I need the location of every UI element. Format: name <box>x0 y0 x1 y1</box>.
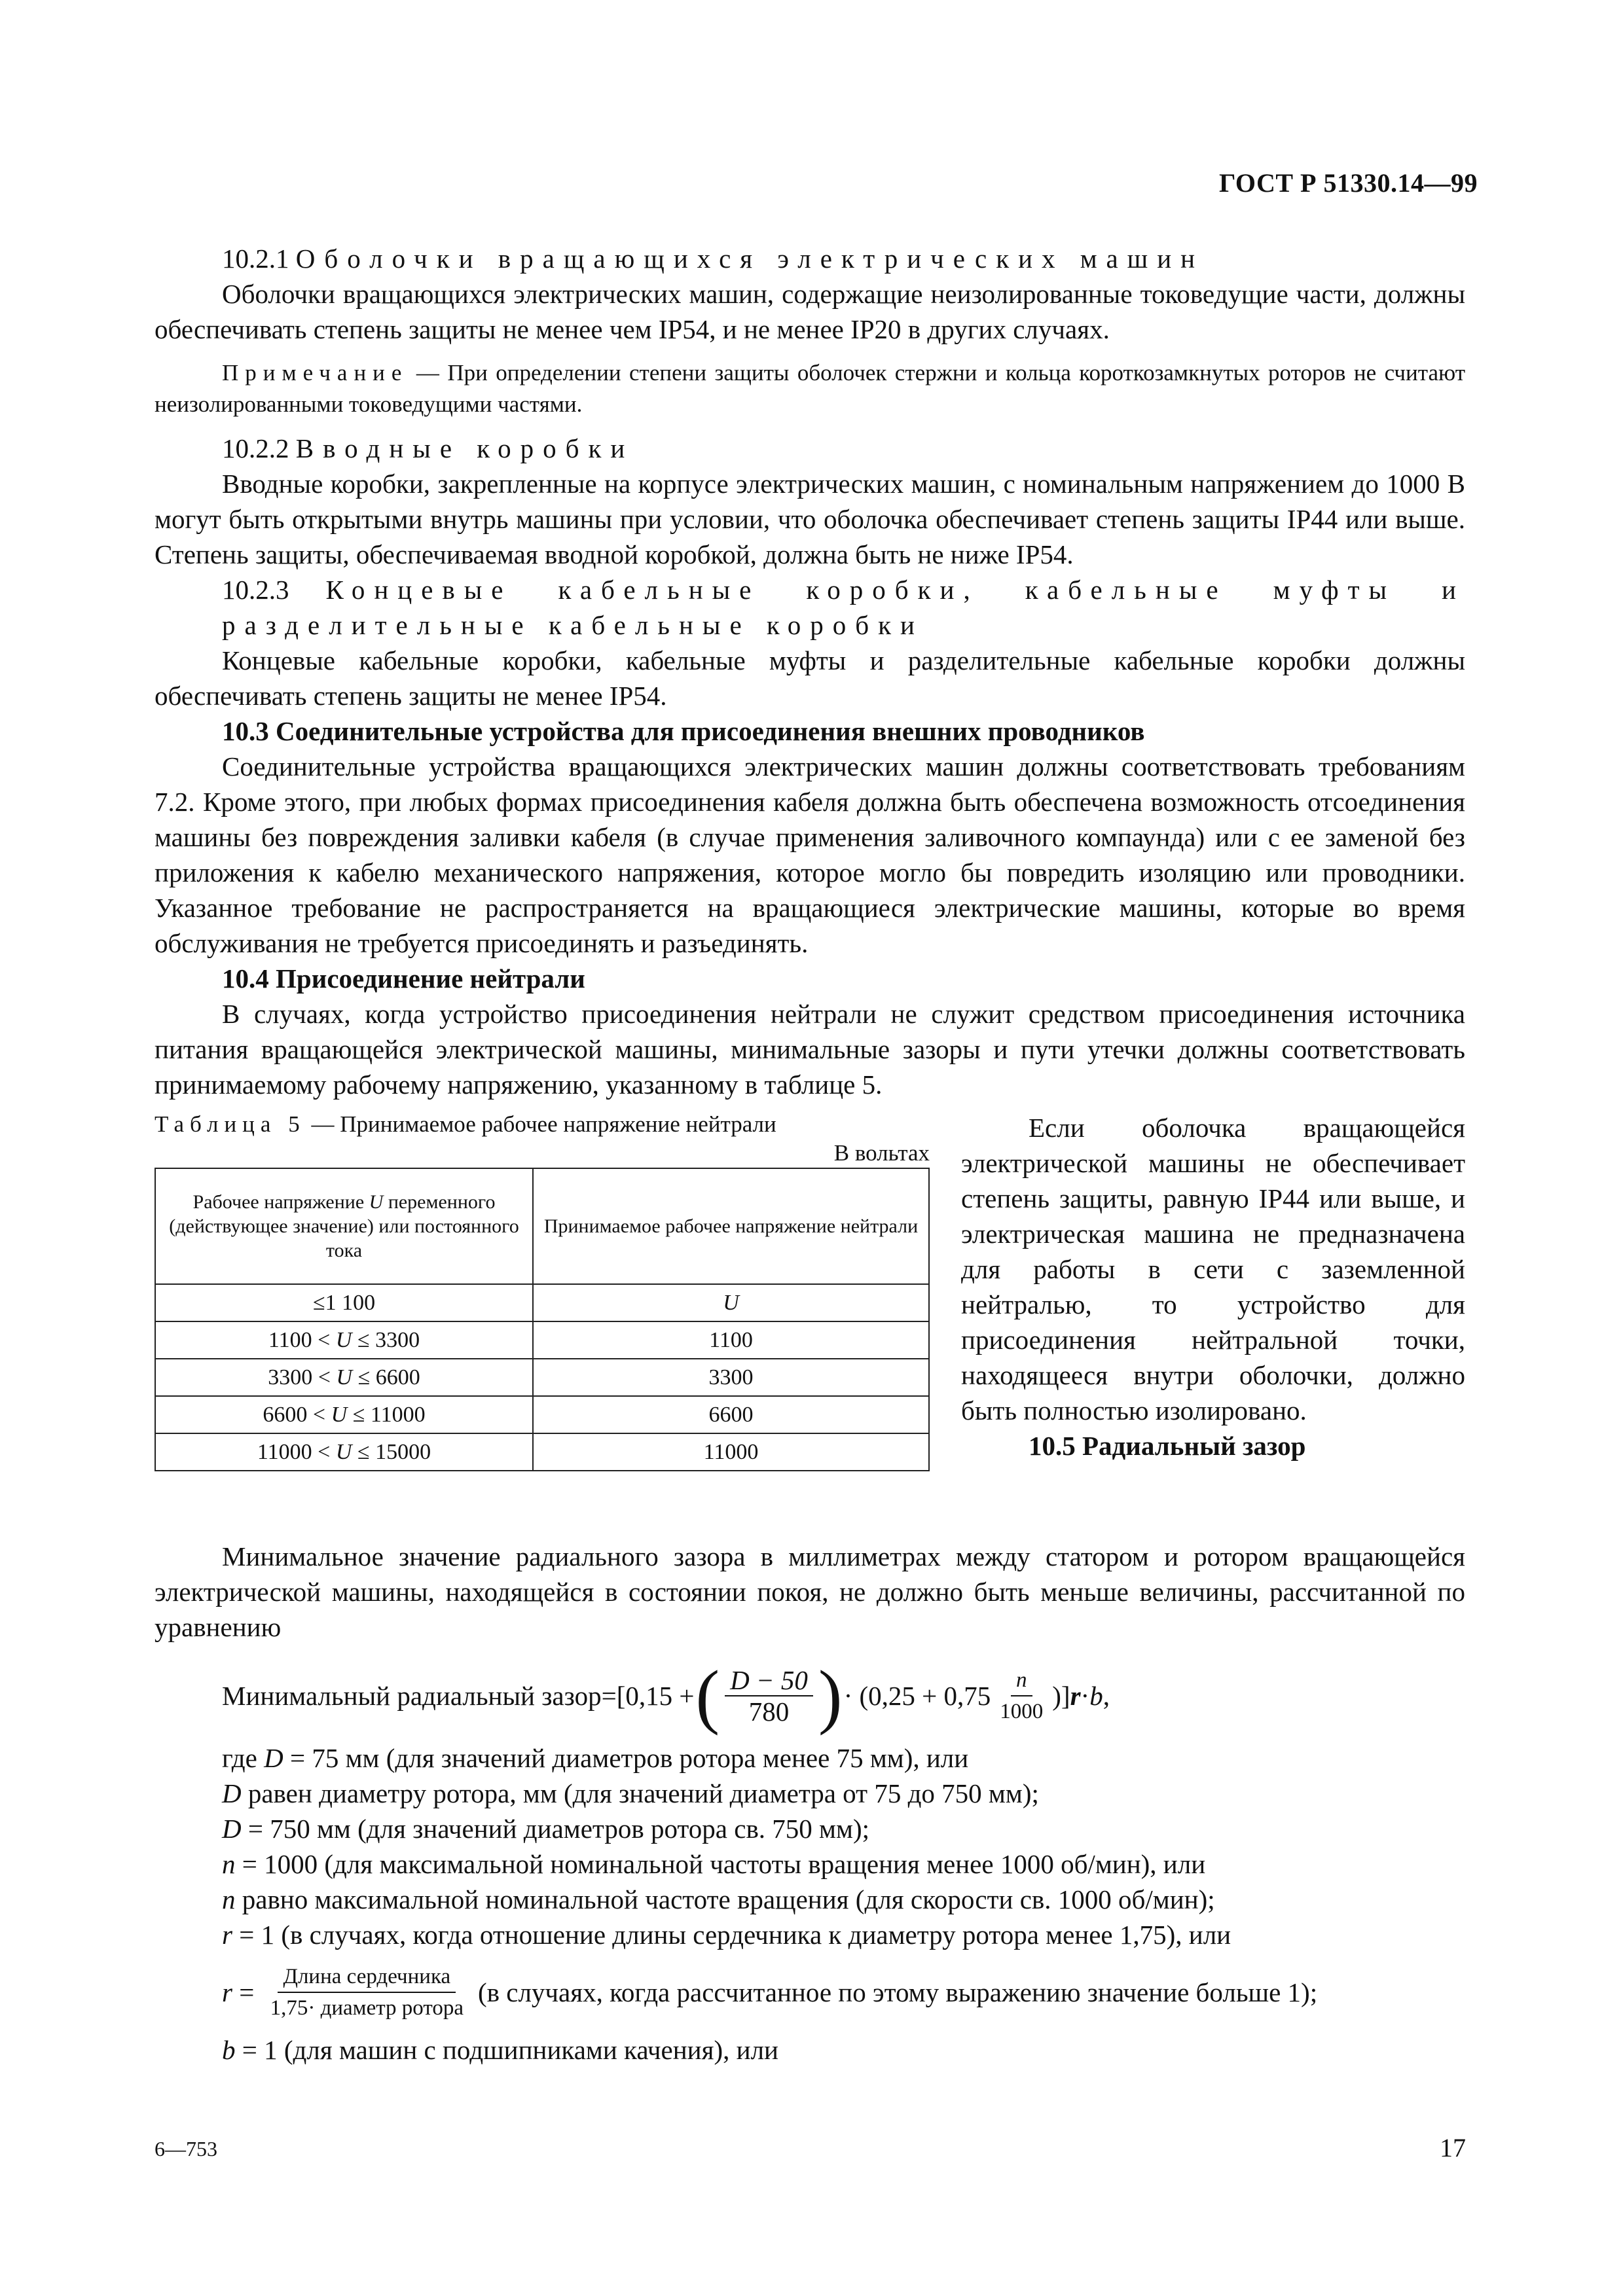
side-paragraph: Если оболочка вращающейся электрической машины не обеспечивает степень защиты, равную IP44 или выше, и электрическая машина не предназначена для работы в сети с заземленной нейтралью, то устройство для присоединения нейтральной точки, находящееся внутри оболочки, должно быть полностью изолировано. <box>961 1113 1465 1426</box>
definition-line: где D = 75 мм (для значений диаметров ротора менее 75 мм), или <box>222 1743 969 1773</box>
table-5-block <box>155 1110 930 1471</box>
table-header-neutral: Принимаемое рабочее напряжение нейтрали <box>533 1168 929 1284</box>
fraction-n: $\frac{n}{1000}$ <box>994 1665 1048 1727</box>
r-ratio-formula: r = $\frac{\text{Длина сердечника}}{\text{1,75· диаметр ротора}}$ (в случаях, когда рассчитанное по этому выражению значение больше 1); <box>155 1962 1465 2023</box>
page-number: 17 <box>1440 2133 1466 2162</box>
table-cell-voltage: ≤1 100 <box>155 1284 533 1321</box>
note: Примечание — При определении степени защиты оболочек стержни и кольца короткозамкнутых роторов не считают неизолированными токоведущими частями. <box>155 360 1465 417</box>
definition-line: n равно максимальной номинальной частоте вращения (для скорости св. 1000 об/мин); <box>222 1884 1215 1914</box>
section-10-2-3-heading: 10.2.3 Концевые кабельные коробки, кабельные муфты и разделительные кабельные коробки <box>222 575 1465 640</box>
section-10-2-2-heading: 10.2.2 Вводные коробки <box>222 433 634 463</box>
table-cell-voltage: 6600 < U ≤ 11000 <box>155 1396 533 1433</box>
section-10-5-heading: 10.5 Радиальный зазор <box>1029 1431 1306 1461</box>
document-body <box>155 241 1465 2068</box>
table-header-voltage: Рабочее напряжение U переменного (действующее значение) или постоянного тока <box>155 1168 533 1284</box>
radial-gap-formula: Минимальный радиальный зазор =[0,15 + ( $\frac{D - 50}{780}$ ) · (0,25 + 0,75 $\frac{n}{1000}$ )] r · b , <box>222 1656 1110 1736</box>
document-header: ГОСТ Р 51330.14—99 <box>1218 168 1478 198</box>
table-row <box>155 1433 929 1471</box>
table-cell-voltage: 11000 < U ≤ 15000 <box>155 1433 533 1471</box>
last-definition: b = 1 (для машин с подшипниками качения), или <box>222 2035 778 2065</box>
section-10-2-1-heading: 10.2.1 Оболочки вращающихся электрических машин <box>222 243 1205 274</box>
table-header-row <box>155 1168 929 1284</box>
footer-sheet-code: 6—753 <box>155 2137 217 2161</box>
section-10-5-text: Минимальное значение радиального зазора в миллиметрах между статором и ротором вращающейся электрической машины, находящейся в состоянии покоя, не должно быть меньше величины, рассчитанной по уравнению <box>155 1541 1465 1642</box>
table-unit: В вольтах <box>833 1140 930 1166</box>
fraction-d: $\frac{D - 50}{780}$ <box>725 1665 813 1727</box>
definitions-list <box>155 1740 1465 1952</box>
table-cell-neutral: 6600 <box>533 1396 929 1433</box>
definition-line: D = 750 мм (для значений диаметров ротора св. 750 мм); <box>222 1814 869 1844</box>
section-10-2-1-text: Оболочки вращающихся электрических машин, содержащие неизолированные токоведущие части, должны обеспечивать степень защиты не менее чем IP54, и не менее IP20 в других случаях. <box>155 279 1465 344</box>
section-10-2-3-text: Концевые кабельные коробки, кабельные муфты и разделительные кабельные коробки должны обеспечивать степень защиты не менее IP54. <box>155 645 1465 711</box>
table-row <box>155 1284 929 1321</box>
table-row <box>155 1359 929 1396</box>
definition-line: D равен диаметру ротора, мм (для значений диаметра от 75 до 750 мм); <box>222 1778 1039 1808</box>
table-cell-neutral: 11000 <box>533 1433 929 1471</box>
section-10-4-text: В случаях, когда устройство присоединения нейтрали не служит средством присоединения источника питания вращающейся электрической машины, минимальные зазоры и пути утечки должны соответствовать принимаемому рабочему напряжению, указанному в таблице 5. <box>155 999 1465 1100</box>
section-10-3-heading: 10.3 Соединительные устройства для присоединения внешних проводников <box>222 716 1145 746</box>
table-cell-neutral: U <box>533 1284 929 1321</box>
table-cell-neutral: 1100 <box>533 1321 929 1359</box>
table-cell-voltage: 3300 < U ≤ 6600 <box>155 1359 533 1396</box>
table-cell-neutral: 3300 <box>533 1359 929 1396</box>
table-row <box>155 1321 929 1359</box>
definition-line: n = 1000 (для максимальной номинальной частоты вращения менее 1000 об/мин), или <box>222 1849 1206 1879</box>
section-10-2-2-text: Вводные коробки, закрепленные на корпусе электрических машин, с номинальным напряжением до 1000 В могут быть открытыми внутрь машины при условии, что оболочка обеспечивает степень защиты IP44 или выше. Степень защиты, обеспечиваемая вводной коробкой, должна быть не ниже IP54. <box>155 469 1465 569</box>
table-5 <box>155 1168 930 1471</box>
definition-line: r = 1 (в случаях, когда отношение длины сердечника к диаметру ротора менее 1,75), или <box>222 1920 1231 1950</box>
side-column <box>961 1110 1465 1463</box>
table-cell-voltage: 1100 < U ≤ 3300 <box>155 1321 533 1359</box>
fraction-core-length: $\frac{\text{Длина сердечника}}{\text{1,75· диаметр ротора}}$ <box>265 1962 469 2023</box>
table-and-side-text <box>155 1110 1465 1539</box>
section-10-3-text: Соединительные устройства вращающихся электрических машин должны соответствовать требованиям 7.2. Кроме этого, при любых формах присоединения кабеля должна быть обеспечена возможность отсоединения машины без повреждения заливки кабеля (в случае применения заливочного компаунда) или с ее заменой без приложения к кабелю механического напряжения, которое могло бы повредить изоляцию или проводники. Указанное требование не распространяется на вращающиеся электрические машины, которые во время обслуживания не требуется присоединять и разъединять. <box>155 751 1465 958</box>
open-paren: ( <box>695 1656 720 1736</box>
section-10-4-heading: 10.4 Присоединение нейтрали <box>222 963 585 994</box>
table-caption: Таблица 5 — Принимаемое рабочее напряжение нейтрали <box>155 1111 776 1137</box>
table-row <box>155 1396 929 1433</box>
close-paren: ) <box>818 1656 843 1736</box>
